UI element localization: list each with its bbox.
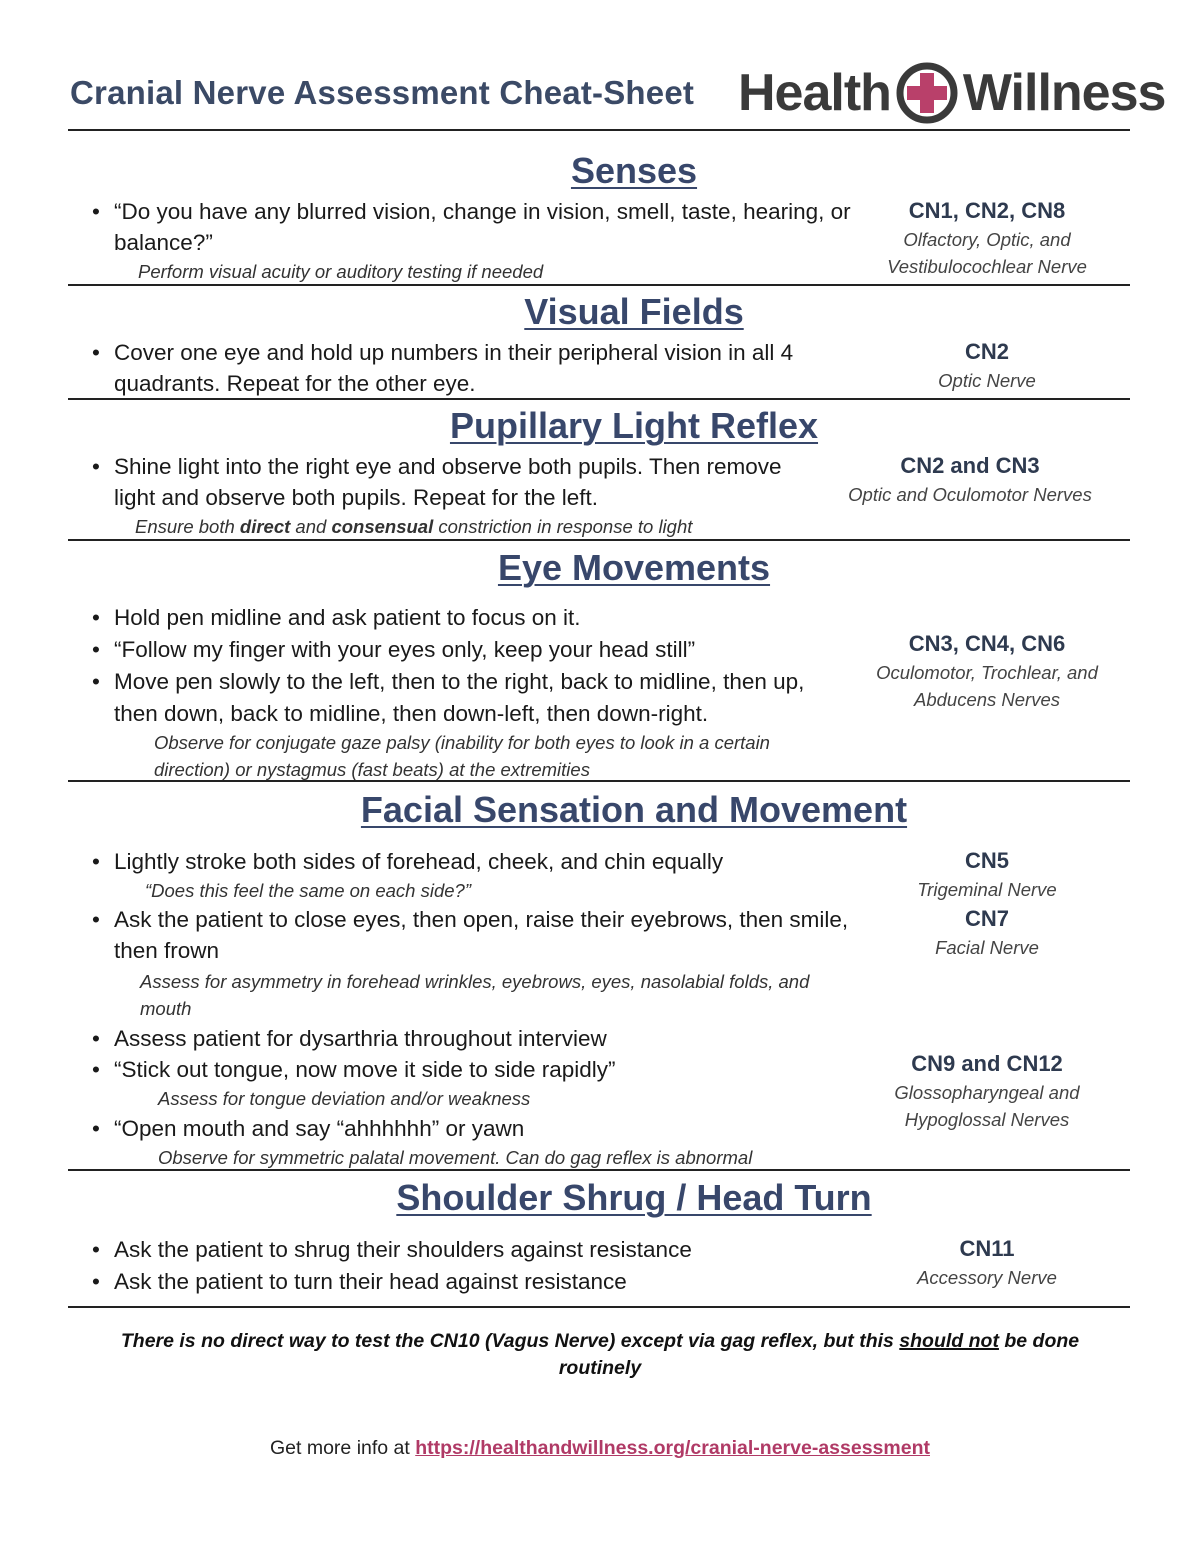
medical-cross-icon <box>895 61 959 125</box>
list-item: • Ask the patient to turn their head against resistance <box>92 1266 854 1298</box>
more-info <box>0 1437 1200 1460</box>
note-text: and <box>290 516 332 537</box>
note-text: Ensure both <box>135 516 240 537</box>
section-divider <box>68 284 1130 286</box>
nerve-name: Optic Nerve <box>938 370 1036 391</box>
facial-note-2: Assess for asymmetry in forehead wrinkles, eyebrows, eyes, nasolabial folds, and mouth <box>140 971 810 1019</box>
senses-nerve <box>840 196 1134 280</box>
eye-movements-list <box>92 602 854 730</box>
section-divider <box>68 1306 1130 1308</box>
note-text: constriction in response to light <box>433 516 693 537</box>
vagus-footnote <box>90 1328 1110 1382</box>
nerve-code: CN7 <box>964 906 1009 931</box>
nerve-code: CN5 <box>964 848 1009 873</box>
section-title-facial: Facial Sensation and Movement <box>360 789 908 830</box>
facial-nerve-cn7 <box>840 904 1134 961</box>
section-title-shoulder: Shoulder Shrug / Head Turn <box>396 1177 872 1218</box>
nerve-code: CN9 and CN12 <box>911 1051 1063 1076</box>
nerve-code: CN11 <box>959 1236 1015 1261</box>
section-title-pupillary: Pupillary Light Reflex <box>449 405 819 446</box>
logo-text-left: Health <box>738 64 891 122</box>
logo <box>738 56 1165 130</box>
section-divider <box>68 1169 1130 1171</box>
list-item: • “Stick out tongue, now move it side to side rapidly” <box>92 1054 854 1085</box>
nerve-code: CN2 <box>964 339 1009 364</box>
pupillary-note <box>135 513 692 540</box>
section-divider <box>68 398 1130 400</box>
nerve-name: Facial Nerve <box>935 937 1039 958</box>
facial-note-4: Assess for tongue deviation and/or weakness <box>158 1088 531 1109</box>
facial-nerve-cn5 <box>840 846 1134 903</box>
list-item: • Cover one eye and hold up numbers in their peripheral vision in all 4 quadrants. Repeat for the other eye. <box>92 337 854 399</box>
facial-note-5: Observe for symmetric palatal movement. Can do gag reflex is abnormal <box>158 1147 753 1168</box>
nerve-name: Olfactory, Optic, and Vestibulocochlear Nerve <box>887 229 1087 277</box>
logo-text-right: Willness <box>962 64 1166 122</box>
section-title-eye-movements: Eye Movements <box>497 547 771 588</box>
more-info-prefix: Get more info at <box>270 1437 416 1459</box>
list-item: • Lightly stroke both sides of forehead, cheek, and chin equally <box>92 846 854 877</box>
footnote-emphasis: should not <box>899 1330 999 1352</box>
list-item: • Ask the patient to close eyes, then open, raise their eyebrows, then smile, then frown <box>92 904 854 966</box>
list-item: • Ask the patient to shrug their shoulders against resistance <box>92 1234 854 1266</box>
pupillary-nerve <box>826 451 1114 508</box>
list-item: • Shine light into the right eye and observe both pupils. Then remove light and observe both pupils. Repeat for the left. <box>92 451 794 513</box>
footnote-text: be done routinely <box>558 1330 1080 1379</box>
list-item: • “Open mouth and say “ahhhhhh” or yawn <box>92 1113 854 1144</box>
nerve-code: CN1, CN2, CN8 <box>908 198 1066 223</box>
senses-list <box>92 196 854 258</box>
nerve-code: CN2 and CN3 <box>900 453 1040 478</box>
facial-list-a <box>92 846 854 877</box>
list-item: • “Follow my finger with your eyes only, keep your head still” <box>92 634 854 666</box>
eye-movements-nerve <box>840 629 1134 713</box>
more-info-link[interactable]: https://healthandwillness.org/cranial-nerve-assessment <box>415 1437 930 1459</box>
note-emphasis-consensual: consensual <box>331 516 434 537</box>
section-title-senses: Senses <box>570 150 698 191</box>
list-item: • “Do you have any blurred vision, change in vision, smell, taste, hearing, or balance?” <box>92 196 854 258</box>
facial-list-d <box>92 1113 854 1144</box>
nerve-name: Accessory Nerve <box>917 1267 1057 1288</box>
note-emphasis-direct: direct <box>239 516 291 537</box>
nerve-code: CN3, CN4, CN6 <box>908 631 1066 656</box>
footnote-text: There is no direct way to test the CN10 (Vagus Nerve) except via gag reflex, but this <box>120 1330 900 1352</box>
visual-fields-list <box>92 337 854 399</box>
header-divider <box>68 129 1130 131</box>
nerve-name: Optic and Oculomotor Nerves <box>848 484 1092 505</box>
nerve-name: Glossopharyngeal and Hypoglossal Nerves <box>894 1082 1080 1130</box>
facial-list-b <box>92 904 854 966</box>
senses-note: Perform visual acuity or auditory testing if needed <box>138 261 544 282</box>
section-title-visual-fields: Visual Fields <box>524 291 744 332</box>
pupillary-list <box>92 451 794 513</box>
shoulder-list <box>92 1234 854 1298</box>
facial-list-c <box>92 1023 854 1085</box>
eye-movements-note: Observe for conjugate gaze palsy (inability for both eyes to look in a certain direction) or nystagmus (fast beats) at the extremities <box>154 732 770 780</box>
list-item: • Hold pen midline and ask patient to focus on it. <box>92 602 854 634</box>
page-title: Cranial Nerve Assessment Cheat-Sheet <box>70 74 695 111</box>
section-divider <box>68 780 1130 782</box>
shoulder-nerve <box>840 1234 1134 1291</box>
section-divider <box>68 539 1130 541</box>
nerve-name: Oculomotor, Trochlear, and Abducens Nerves <box>876 662 1098 710</box>
facial-note-1: “Does this feel the same on each side?” <box>145 880 471 901</box>
list-item: • Move pen slowly to the left, then to the right, back to midline, then up, then down, back to midline, then down-left, then down-right. <box>92 666 854 730</box>
list-item: • Assess patient for dysarthria throughout interview <box>92 1023 854 1054</box>
visual-fields-nerve <box>840 337 1134 394</box>
nerve-name: Trigeminal Nerve <box>917 879 1057 900</box>
facial-nerve-cn9 <box>840 1049 1134 1133</box>
